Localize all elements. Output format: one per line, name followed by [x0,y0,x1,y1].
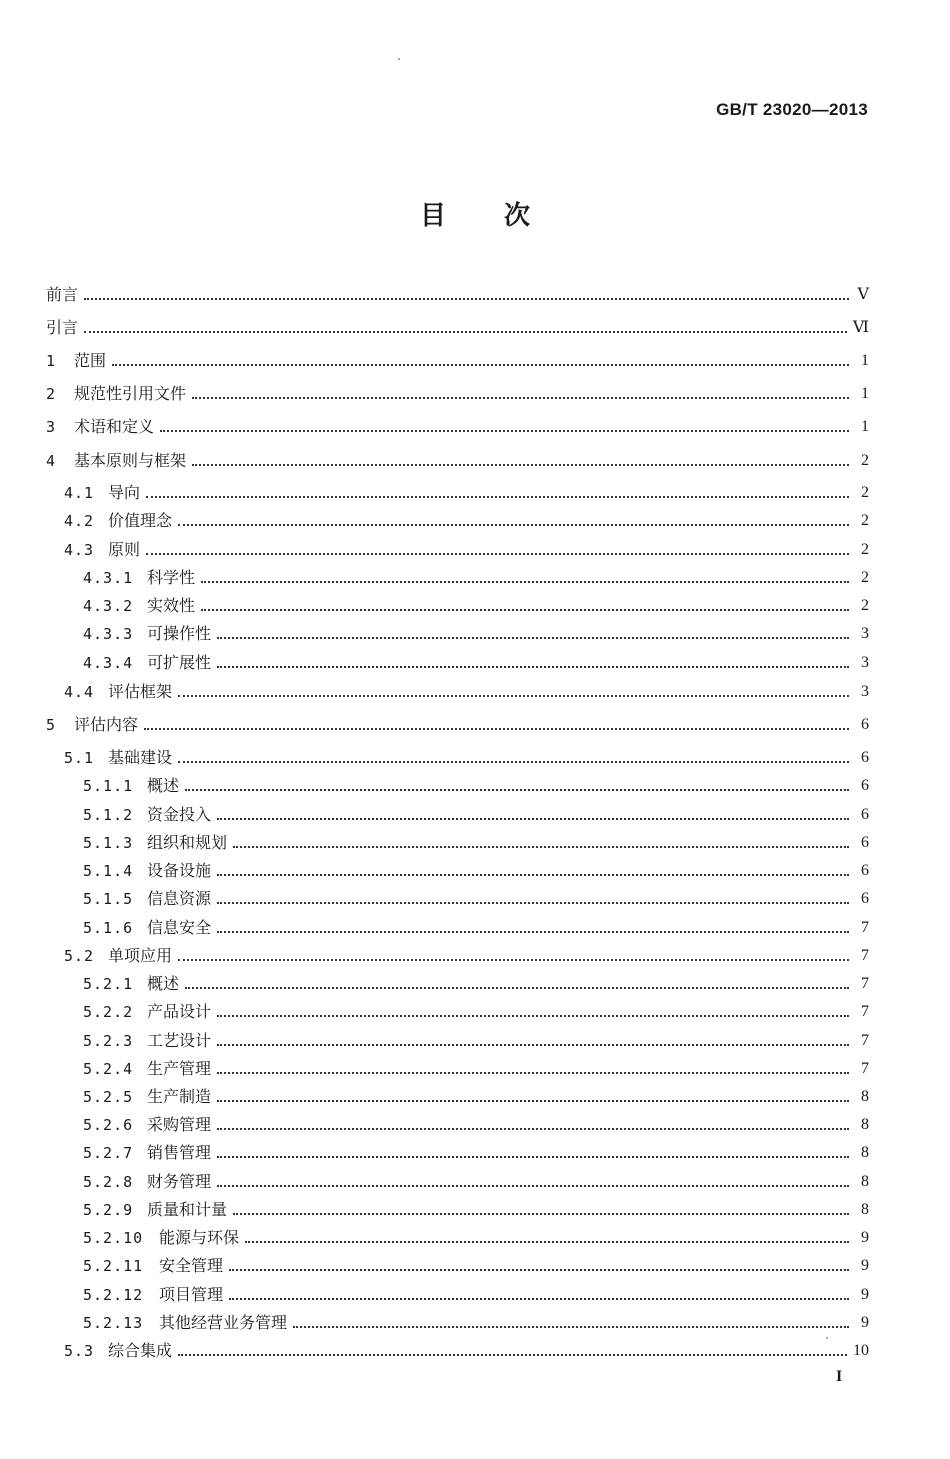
toc-entry[interactable] [46,538,869,560]
toc-entry-number: 5.2.2 [83,1003,134,1021]
toc-entry-page: 6 [861,862,869,879]
toc-entry-number: 4.3 [64,541,95,559]
toc-entry[interactable] [46,1226,869,1248]
toc-entry-label: 产品设计 [147,1002,212,1021]
toc-entry-page: 1 [861,418,869,435]
toc-entry[interactable] [46,859,869,881]
toc-entry[interactable] [46,746,869,768]
toc-entry-label: 综合集成 [108,1341,173,1360]
toc-entry-page: 3 [861,683,869,700]
dot-leader [233,846,849,848]
toc-entry[interactable] [46,1141,869,1163]
toc-entry-label: 概述 [147,776,180,795]
dot-leader [201,609,849,611]
toc-entry-label: 采购管理 [147,1115,212,1134]
toc-entry[interactable] [46,415,869,437]
dot-leader [192,464,849,466]
toc-entry-number: 5.1.4 [83,862,134,880]
toc-entry-number: 5.2 [64,947,95,965]
toc-entry[interactable] [46,831,869,853]
toc-entry-label: 可操作性 [147,624,212,643]
toc-entry-page: 8 [861,1088,869,1105]
toc-entry-label: 项目管理 [159,1285,224,1304]
toc-entry-page: 9 [861,1314,869,1331]
dot-leader [217,1100,849,1102]
toc-entry-page: Ⅴ [857,286,869,303]
dot-leader [185,987,849,989]
toc-entry[interactable] [46,449,869,471]
toc-entry-number: 5.2.8 [83,1173,134,1191]
toc-entry-number: 5.1.5 [83,890,134,908]
toc-entry[interactable] [46,972,869,994]
toc-entry[interactable] [46,594,869,616]
toc-entry-number: 5.1.6 [83,919,134,937]
toc-entry-page: 7 [861,1060,869,1077]
toc-entry[interactable] [46,916,869,938]
toc-entry-label: 科学性 [147,568,196,587]
dot-leader [84,298,849,300]
toc-entry-number: 5.2.5 [83,1088,134,1106]
toc-entry-number: 4.3.4 [83,654,134,672]
toc-entry-label: 工艺设计 [147,1031,212,1050]
toc-entry-page: 3 [861,625,869,642]
standard-number: GB/T 23020—2013 [716,100,868,119]
toc-entry[interactable] [46,1198,869,1220]
toc-entry[interactable] [46,1283,869,1305]
toc-entry-label: 其他经营业务管理 [159,1313,288,1332]
toc-entry-number: 5.2.9 [83,1201,134,1219]
dot-leader [178,524,849,526]
toc-entry-label: 可扩展性 [147,653,212,672]
toc-entry[interactable] [46,680,869,702]
toc-entry-page: 8 [861,1116,869,1133]
dot-leader [146,496,849,498]
toc-entry-number: 5.1 [64,749,95,767]
toc-entry-label: 导向 [108,483,141,502]
toc-entry-label: 设备设施 [147,861,212,880]
dot-leader [144,728,849,730]
toc-entry-page: 7 [861,947,869,964]
toc-entry-page: 9 [861,1257,869,1274]
dot-leader [217,902,849,904]
toc-entry-label: 基本原则与框架 [74,451,187,470]
toc-entry-page: 8 [861,1201,869,1218]
toc-entry[interactable] [46,1000,869,1022]
toc-entry-label: 价值理念 [108,511,173,530]
toc-entry-page: 2 [861,484,869,501]
toc-entry-page: 8 [861,1144,869,1161]
dot-leader [217,818,849,820]
toc-entry[interactable] [46,1170,869,1192]
toc-entry-label: 引言 [46,318,79,337]
toc-entry-number: 5.3 [64,1342,95,1360]
toc-entry-number: 5.2.3 [83,1032,134,1050]
toc-entry-page: 2 [861,597,869,614]
toc-entry[interactable] [46,713,869,735]
toc-entry-number: 5.2.7 [83,1144,134,1162]
toc-entry-label: 生产管理 [147,1059,212,1078]
toc-entry-page: 10 [853,1342,869,1359]
toc-entry[interactable] [46,509,869,531]
toc-entry-page: 6 [861,749,869,766]
dot-leader [178,959,849,961]
toc-entry-page: 7 [861,975,869,992]
dot-leader [217,931,849,933]
dot-leader [229,1269,849,1271]
toc-entry-number: 5.1.2 [83,806,134,824]
toc-entry[interactable] [46,316,869,338]
toc-entry-label: 评估框架 [108,682,173,701]
dot-leader [229,1298,849,1300]
toc-entry-label: 销售管理 [147,1143,212,1162]
toc-entry-page: 2 [861,512,869,529]
toc-entry-number: 5 [46,716,57,734]
toc-entry[interactable] [46,622,869,644]
toc-entry-label: 概述 [147,974,180,993]
toc-entry-label: 规范性引用文件 [74,384,187,403]
dot-leader [233,1213,849,1215]
toc-entry-page: 3 [861,654,869,671]
toc-entry-label: 财务管理 [147,1172,212,1191]
toc-entry[interactable] [46,944,869,966]
toc-entry-label: 质量和计量 [147,1200,228,1219]
toc-entry-page: Ⅵ [852,319,869,336]
toc-entry-label: 术语和定义 [74,417,155,436]
toc-entry-page: 9 [861,1286,869,1303]
page-number: I [836,1368,843,1385]
toc-entry[interactable] [46,1057,869,1079]
dot-leader [217,1156,849,1158]
toc-entry-number: 4.4 [64,683,95,701]
toc-entry-page: 9 [861,1229,869,1246]
dot-leader [293,1326,849,1328]
dot-leader [178,761,849,763]
toc-entry-label: 评估内容 [74,715,139,734]
toc-entry-label: 安全管理 [159,1256,224,1275]
toc-entry[interactable] [46,283,869,305]
toc-entry[interactable] [46,651,869,673]
toc-entry-number: 4.1 [64,484,95,502]
toc-entry[interactable] [46,774,869,796]
toc-entry-number: 4.3.1 [83,569,134,587]
dot-leader [217,1128,849,1130]
toc-entry-number: 5.2.4 [83,1060,134,1078]
toc-entry-number: 1 [46,352,57,370]
toc-entry-number: 5.2.1 [83,975,134,993]
toc-entry[interactable] [46,1311,869,1333]
toc-entry-label: 信息资源 [147,889,212,908]
toc-entry-page: 2 [861,541,869,558]
toc-entry-label: 基础建设 [108,748,173,767]
toc-entry-number: 2 [46,385,57,403]
toc-entry-label: 资金投入 [147,805,212,824]
toc-entry-number: 5.2.11 [83,1257,144,1275]
toc-entry[interactable] [46,566,869,588]
toc-entry-number: 5.2.6 [83,1116,134,1134]
toc-entry-number: 5.1.1 [83,777,134,795]
dot-leader [217,637,849,639]
toc-title: 目次 [419,201,588,231]
toc-entry[interactable] [46,1085,869,1107]
toc-entry-page: 7 [861,1003,869,1020]
toc-entry-label: 组织和规划 [147,833,228,852]
dot-leader [185,789,849,791]
toc-entry-page: 2 [861,452,869,469]
dot-leader [178,695,849,697]
toc-entry[interactable] [46,1339,869,1361]
toc-entry-page: 6 [861,716,869,733]
toc-entry-page: 6 [861,890,869,907]
toc-entry[interactable] [46,803,869,825]
dot-leader [146,553,849,555]
dot-leader [245,1241,849,1243]
scan-speck [398,58,400,60]
toc-entry[interactable] [46,1254,869,1276]
toc-entry-number: 4.3.3 [83,625,134,643]
toc-entry-number: 5.2.10 [83,1229,144,1247]
dot-leader [217,1185,849,1187]
toc-entry[interactable] [46,481,869,503]
dot-leader [178,1354,847,1356]
dot-leader [217,666,849,668]
toc-entry-label: 前言 [46,285,79,304]
toc-entry-page: 6 [861,777,869,794]
toc-entry-page: 2 [861,569,869,586]
toc-entry[interactable] [46,887,869,909]
toc-entry-page: 7 [861,919,869,936]
toc-entry-label: 原则 [108,540,141,559]
dot-leader [217,874,849,876]
toc-entry-number: 5.2.13 [83,1314,144,1332]
toc-entry-number: 5.1.3 [83,834,134,852]
dot-leader [112,364,849,366]
toc-entry-page: 7 [861,1032,869,1049]
toc-entry-number: 5.2.12 [83,1286,144,1304]
dot-leader [84,331,847,333]
dot-leader [217,1015,849,1017]
toc-entry-label: 范围 [74,351,107,370]
toc-entry[interactable] [46,382,869,404]
dot-leader [160,430,849,432]
toc-entry-label: 能源与环保 [159,1228,240,1247]
toc-entry-number: 4.2 [64,512,95,530]
dot-leader [201,581,849,583]
toc-entry-label: 信息安全 [147,918,212,937]
toc-entry[interactable] [46,1029,869,1051]
toc-entry-page: 6 [861,834,869,851]
toc-entry-number: 4 [46,452,57,470]
dot-leader [217,1044,849,1046]
toc-entry-page: 6 [861,806,869,823]
toc-entry[interactable] [46,1113,869,1135]
toc-entry[interactable] [46,349,869,371]
toc-entry-number: 3 [46,418,57,436]
toc-entry-label: 单项应用 [108,946,173,965]
toc-entry-number: 4.3.2 [83,597,134,615]
dot-leader [192,397,849,399]
toc-entry-label: 生产制造 [147,1087,212,1106]
toc-entry-page: 1 [861,352,869,369]
dot-leader [217,1072,849,1074]
toc-entry-page: 8 [861,1173,869,1190]
toc-entry-page: 1 [861,385,869,402]
toc-entry-label: 实效性 [147,596,196,615]
